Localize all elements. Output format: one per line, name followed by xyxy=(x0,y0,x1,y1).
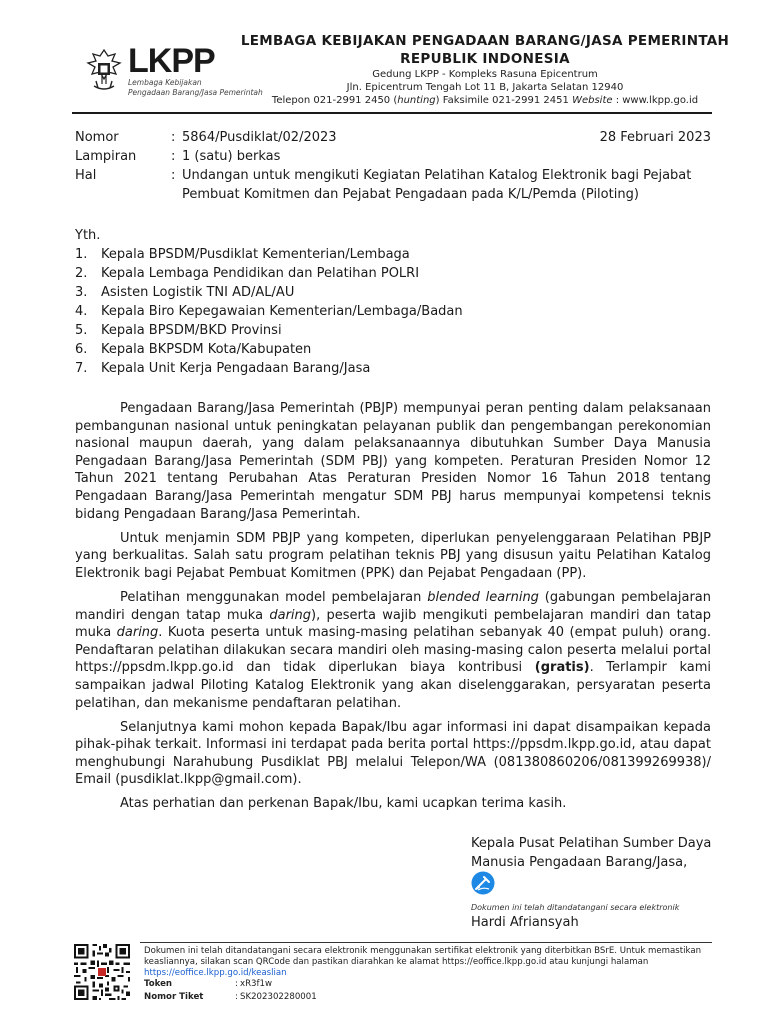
signer-name: Hardi Afriansyah xyxy=(471,915,579,930)
org-address-1: Gedung LKPP - Kompleks Rasuna Epicentrum xyxy=(372,69,598,80)
e-sign-note: Dokumen ini telah ditandatangani secara elektronik xyxy=(471,903,680,912)
list-item: 5. Kepala BPSDM/BKD Provinsi xyxy=(75,323,282,338)
lampiran-value: 1 (satu) berkas xyxy=(182,149,281,164)
nomor-value: 5864/Pusdiklat/02/2023 xyxy=(182,130,337,145)
paragraph-4: Selanjutnya kami mohon kepada Bapak/Ibu agar informasi ini dapat disampaikan kepada pihak-pihak terkait. Informasi ini terdapat pada berita portal https://ppsdm.lkpp.go.id, atau dapat menghubungi Narahubung Pusdiklat PBJ melalui Telepon/WA (081380860206/081399269938)/ Email (pusdiklat.lkpp@gmail.com). xyxy=(75,719,711,788)
header-divider xyxy=(72,112,712,114)
org-country: REPUBLIK INDONESIA xyxy=(400,51,570,67)
token-row: Token : xR3f1w xyxy=(144,979,273,989)
hal-row: Hal : Undangan untuk mengikuti Kegiatan Pelatihan Katalog Elektronik bagi Pejabat Pembuat Komitmen dan Pejabat Pengadaan pada K/L/Pemda (Piloting) xyxy=(75,166,715,204)
ticket-row: Nomor Tiket : SK202302280001 xyxy=(144,992,317,1002)
nomor-row: Nomor : 5864/Pusdiklat/02/2023 28 Februari 2023 xyxy=(75,130,711,145)
logo-subtitle: Lembaga Kebijakan Pengadaan Barang/Jasa Pemerintah xyxy=(128,78,263,97)
list-item: 7. Kepala Unit Kerja Pengadaan Barang/Jasa xyxy=(75,361,371,376)
recipient-list xyxy=(75,226,463,378)
lampiran-row: Lampiran : 1 (satu) berkas xyxy=(75,147,715,166)
greeting: Yth. xyxy=(75,228,101,243)
bsre-signature-icon xyxy=(471,871,495,895)
garuda-emblem-icon xyxy=(82,46,126,96)
list-item: 1. Kepala BPSDM/Pusdiklat Kementerian/Lembaga xyxy=(75,247,410,262)
paragraph-5: Atas perhatian dan perkenan Bapak/Ibu, kami ucapkan terima kasih. xyxy=(120,796,567,812)
org-name: LEMBAGA KEBIJAKAN PENGADAAN BARANG/JASA PEMERINTAH xyxy=(240,33,730,49)
list-item: 4. Kepala Biro Kepegawaian Kementerian/Lembaga/Badan xyxy=(75,304,463,319)
paragraph-1: Pengadaan Barang/Jasa Pemerintah (PBJP) mempunyai peran penting dalam pelaksanaan pembangunan nasional untuk peningkatan pelayanan publik dan pengembangan perekonomian nasional maupun daerah, yang dalam pelaksanaannya dibutuhkan Sumber Daya Manusia Pengadaan Barang/Jasa Pemerintah (SDM PBJ) yang kompeten. Peraturan Presiden Nomor 12 Tahun 2021 tentang Perubahan Atas Peraturan Presiden Nomor 16 Tahun 2018 tentang Pengadaan Barang/Jasa Pemerintah mengatur SDM PBJ harus mempunyai kompetensi teknis bidang Pengadaan Barang/Jasa Pemerintah. xyxy=(75,401,711,522)
hal-value: Undangan untuk mengikuti Kegiatan Pelatihan Katalog Elektronik bagi Pejabat Pembuat Komitmen dan Pejabat Pengadaan pada K/L/Pemda (Piloting) xyxy=(182,168,692,202)
qr-code-icon xyxy=(72,942,132,1002)
org-address-2: Jln. Epicentrum Tengah Lot 11 B, Jakarta Selatan 12940 xyxy=(346,82,624,93)
list-item: 6. Kepala BKPSDM Kota/Kabupaten xyxy=(75,342,312,357)
paragraph-2: Untuk menjamin SDM PBJP yang kompeten, diperlukan penyelenggaraan Pelatihan PBJP yang berkualitas. Salah satu program pelatihan teknis PBJ yang disusun yaitu Pelatihan Katalog Elektronik bagi Pejabat Pembuat Komitmen (PPK) dan Pejabat Pengadaan (PP). xyxy=(75,530,711,581)
org-contact: Telepon 021-2991 2450 (hunting) Faksimile 021-2991 2451 Website : www.lkpp.go.id xyxy=(271,95,699,106)
list-item: 3. Asisten Logistik TNI AD/AL/AU xyxy=(75,285,295,300)
paragraph-3: Pelatihan menggunakan model pembelajaran blended learning (gabungan pembelajaran mandiri dengan tatap muka daring), peserta wajib mengikuti pembelajaran mandiri dan tatap muka daring. Kuota peserta untuk masing-masing pelatihan sebanyak 40 (empat puluh) orang. Pendaftaran pelatihan dilakukan secara mandiri oleh masing-masing calon peserta melalui portal https://ppsdm.lkpp.go.id dan tidak diperlukan biaya kontribusi (gratis). Terlampir kami sampaikan jadwal Piloting Katalog Elektronik yang akan diselenggarakan, persyaratan peserta pelatihan, dan mekanisme pendaftaran pelatihan. xyxy=(75,589,712,711)
letter-date: 28 Februari 2023 xyxy=(599,130,711,145)
list-item: 2. Kepala Lembaga Pendidikan dan Pelatihan POLRI xyxy=(75,266,420,281)
letter-meta xyxy=(75,128,715,204)
verification-link[interactable]: https://eoffice.lkpp.go.id/keaslian xyxy=(144,968,287,978)
footer-divider xyxy=(140,942,712,943)
letter-body xyxy=(75,400,711,820)
signature-title: Kepala Pusat Pelatihan Sumber Daya Manusia Pengadaan Barang/Jasa, xyxy=(471,836,712,870)
footer-notice: Dokumen ini telah ditandatangani secara elektronik menggunakan sertifikat elektronik yang diterbitkan BSrE. Untuk memastikan keasliannya, silakan scan QRCode dan pastikan diarahkan ke alamat https://eoffice.lkpp.go.id atau kunjungi halaman https://eoffice.lkpp.go.id/keaslian xyxy=(144,946,712,979)
lkpp-logo: LKPP xyxy=(128,42,215,80)
